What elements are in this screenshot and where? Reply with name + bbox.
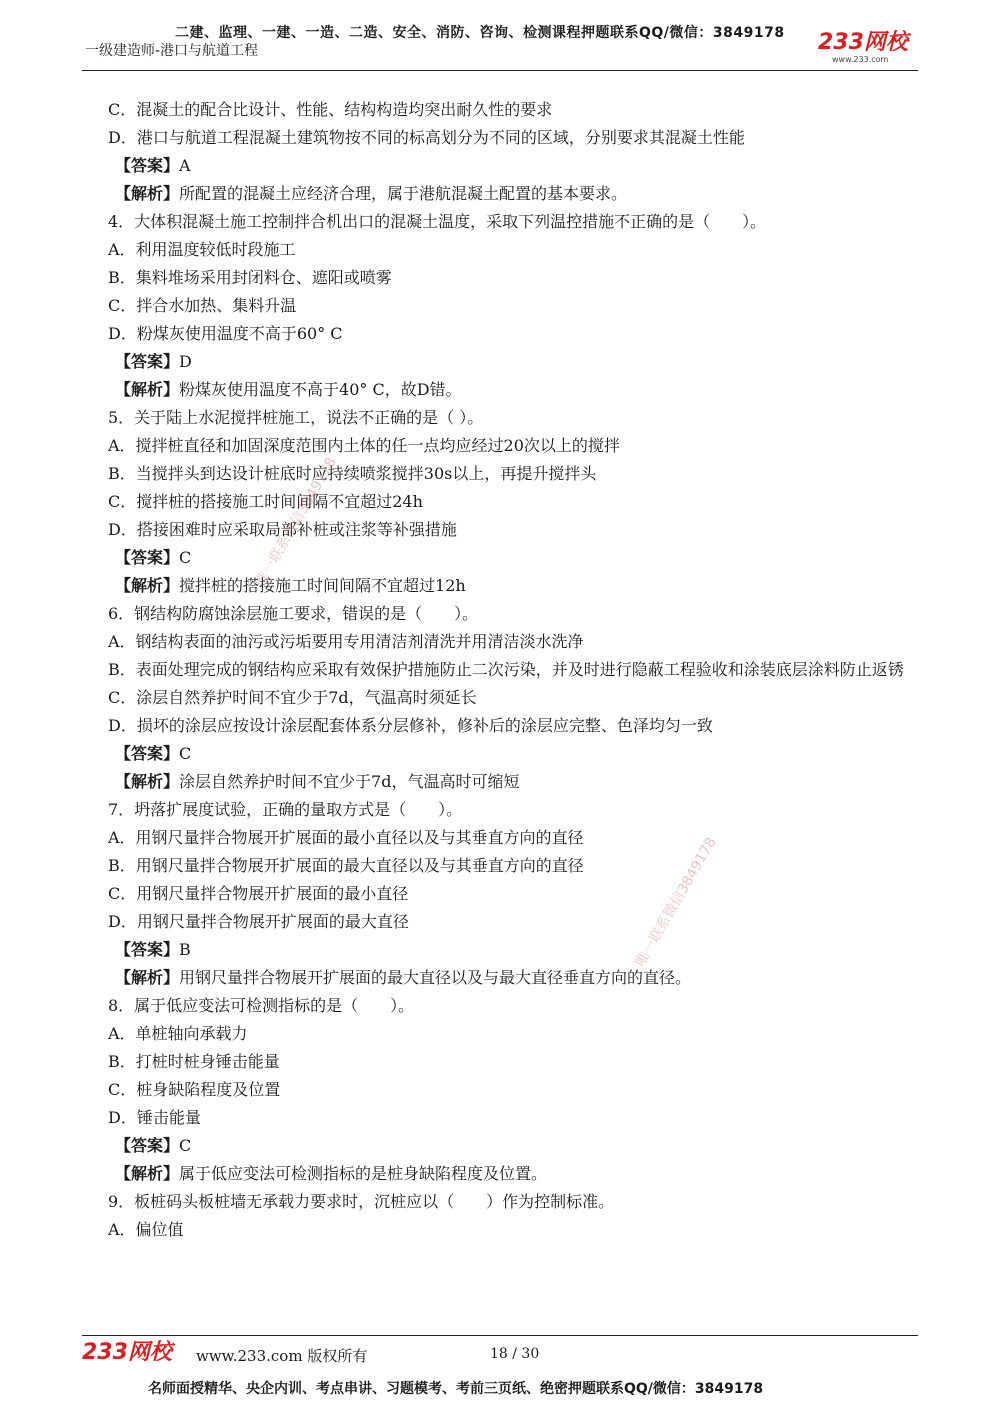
- option-line: C．桩身缺陷程度及位置: [108, 1080, 281, 1099]
- option-line: A．搅拌桩直径和加固深度范围内土体的任一点均应经过20次以上的搅拌: [108, 436, 620, 455]
- option-line: A．用钢尺量拌合物展开扩展面的最小直径以及与其垂直方向的直径: [108, 828, 584, 847]
- footer-logo: [82, 1342, 172, 1364]
- document-body: [75, 96, 935, 1244]
- analysis-line: [75, 180, 935, 208]
- footer-promo: 名师面授精华、央企内训、考点串讲、习题模考、考前三页纸、绝密押题联系QQ/微信：3849178: [148, 1381, 764, 1397]
- header-logo: [818, 32, 908, 64]
- question-stem: 6．钢结构防腐蚀涂层施工要求，错误的是（ ）。: [108, 604, 479, 623]
- answer-text: A: [179, 156, 191, 175]
- option-line: B．表面处理完成的钢结构应采取有效保护措施防止二次污染，并及时进行隐蔽工程验收和涂装底层涂料防止返锈: [108, 660, 904, 679]
- answer-label: 【答案】: [115, 548, 180, 567]
- answer-label: 【答案】: [115, 352, 180, 371]
- question-stem: 7．坍落扩展度试验，正确的量取方式是（ ）。: [108, 800, 463, 819]
- answer-line: [75, 544, 935, 572]
- document-subtitle: 一级建造师-港口与航道工程: [85, 43, 259, 59]
- analysis-text: 用钢尺量拌合物展开扩展面的最大直径以及与最大直径垂直方向的直径。: [179, 968, 692, 987]
- answer-text: C: [179, 548, 192, 567]
- option-line: C．涂层自然养护时间不宜少于7d，气温高时须延长: [108, 688, 477, 707]
- page-number: 18 / 30: [490, 1346, 540, 1362]
- analysis-text: 涂层自然养护时间不宜少于7d，气温高时可缩短: [179, 772, 520, 791]
- analysis-label: 【解析】: [115, 576, 180, 595]
- answer-line: [75, 348, 935, 376]
- analysis-line: [75, 1160, 935, 1188]
- analysis-label: 【解析】: [115, 772, 180, 791]
- option-line: C．搅拌桩的搭接施工时间间隔不宜超过24h: [108, 492, 423, 511]
- option-line: A．利用温度较低时段施工: [108, 240, 296, 259]
- option-line: C．拌合水加热、集料升温: [108, 296, 297, 315]
- header-logo-url: www.233.com: [832, 55, 889, 64]
- answer-text: C: [179, 1136, 192, 1155]
- answer-line: [75, 740, 935, 768]
- footer-divider: [82, 1335, 918, 1336]
- answer-label: 【答案】: [115, 940, 180, 959]
- option-line: D．用钢尺量拌合物展开扩展面的最大直径: [108, 912, 409, 931]
- answer-line: [75, 936, 935, 964]
- option-line: D．损坏的涂层应按设计涂层配套体系分层修补，修补后的涂层应完整、色泽均匀一致: [108, 716, 713, 735]
- analysis-text: 搅拌桩的搭接施工时间间隔不宜超过12h: [179, 576, 466, 595]
- answer-text: C: [179, 744, 192, 763]
- header-logo-text: 233网校: [818, 30, 908, 55]
- option-line: B．打桩时桩身锤击能量: [108, 1052, 280, 1071]
- question-stem: 8．属于低应变法可检测指标的是（ ）。: [108, 996, 415, 1015]
- answer-label: 【答案】: [115, 1136, 180, 1155]
- analysis-label: 【解析】: [115, 380, 180, 399]
- header-divider: [82, 70, 918, 71]
- option-line: A．偏位值: [108, 1220, 184, 1239]
- option-line: A．单桩轴向承载力: [108, 1024, 248, 1043]
- analysis-label: 【解析】: [115, 968, 180, 987]
- option-line: D．港口与航道工程混凝土建筑物按不同的标高划分为不同的区域，分别要求其混凝土性能: [108, 128, 745, 147]
- option-line: C．用钢尺量拌合物展开扩展面的最小直径: [108, 884, 409, 903]
- question-stem: 5．关于陆上水泥搅拌桩施工，说法不正确的是（ ）。: [108, 408, 484, 427]
- analysis-label: 【解析】: [115, 184, 180, 203]
- answer-text: B: [179, 940, 191, 959]
- question-stem: 9．板桩码头板桩墙无承载力要求时，沉桩应以（ ）作为控制标准。: [108, 1192, 615, 1211]
- option-line: B．集料堆场采用封闭料仓、遮阳或喷雾: [108, 268, 392, 287]
- header-promo: 二建、监理、一建、一造、二造、安全、消防、咨询、检测课程押题联系QQ/微信：3849178: [175, 25, 785, 41]
- answer-text: D: [179, 352, 192, 371]
- analysis-line: [75, 572, 935, 600]
- footer-copyright: www.233.com 版权所有: [196, 1347, 368, 1365]
- option-line: A．钢结构表面的油污或污垢要用专用清洁剂清洗并用清洁淡水洗净: [108, 632, 584, 651]
- question-stem: 4．大体积混凝土施工控制拌合机出口的混凝土温度，采取下列温控措施不正确的是（ ）。: [108, 212, 767, 231]
- watermark: 唯一联系微信3849178: [252, 454, 340, 590]
- analysis-label: 【解析】: [115, 1164, 180, 1183]
- option-line: D．锤击能量: [108, 1108, 201, 1127]
- answer-label: 【答案】: [115, 156, 180, 175]
- answer-label: 【答案】: [115, 744, 180, 763]
- option-line: B．用钢尺量拌合物展开扩展面的最大直径以及与其垂直方向的直径: [108, 856, 584, 875]
- option-line: C．混凝土的配合比设计、性能、结构构造均突出耐久性的要求: [108, 100, 553, 119]
- watermark: 唯一联系微信3849178: [632, 834, 720, 970]
- option-line: D．搭接困难时应采取局部补桩或注浆等补强措施: [108, 520, 457, 539]
- analysis-line: [75, 376, 935, 404]
- analysis-text: 所配置的混凝土应经济合理，属于港航混凝土配置的基本要求。: [179, 184, 628, 203]
- answer-line: [75, 1132, 935, 1160]
- analysis-line: [75, 964, 935, 992]
- analysis-text: 属于低应变法可检测指标的是桩身缺陷程度及位置。: [179, 1164, 548, 1183]
- analysis-line: [75, 768, 935, 796]
- analysis-text: 粉煤灰使用温度不高于40° C，故D错。: [179, 380, 462, 399]
- footer-logo-text: 233网校: [82, 1340, 172, 1365]
- option-line: D．粉煤灰使用温度不高于60° C: [108, 324, 343, 343]
- answer-line: [75, 152, 935, 180]
- option-line: B．当搅拌头到达设计桩底时应持续喷浆搅拌30s以上，再提升搅拌头: [108, 464, 597, 483]
